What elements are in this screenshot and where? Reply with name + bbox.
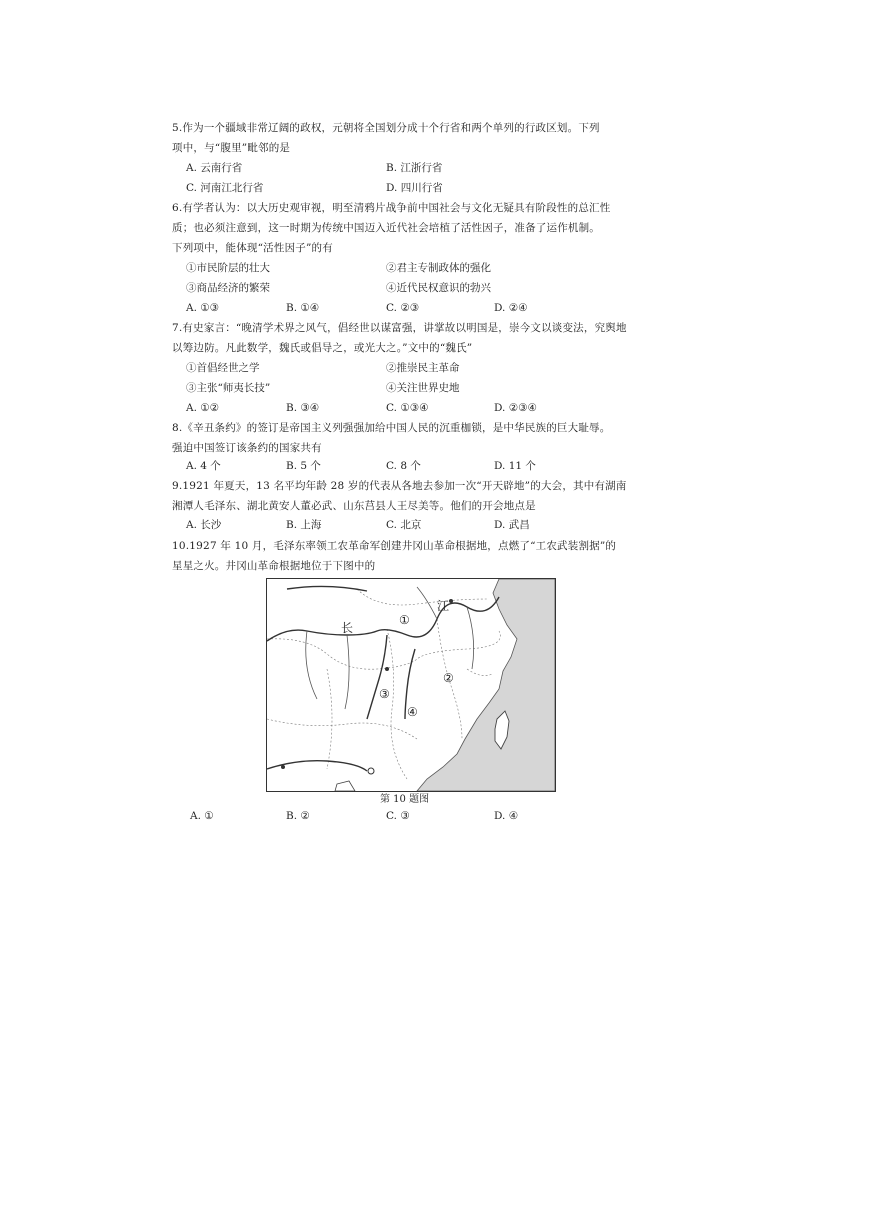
map-caption: 第 10 题图 bbox=[380, 794, 430, 805]
item-1: ①首倡经世之学 bbox=[186, 362, 260, 374]
item-4: ④关注世界史地 bbox=[386, 382, 460, 394]
option-d: D. 武昌 bbox=[494, 519, 530, 531]
map-marker-3: ③ bbox=[379, 687, 390, 701]
question-10-stem bbox=[172, 536, 672, 576]
map-marker-1: ① bbox=[399, 613, 410, 627]
option-b: B. 江浙行省 bbox=[386, 162, 443, 174]
option-c: C. ②③ bbox=[386, 302, 420, 314]
item-3: ③主张“师夷长技” bbox=[186, 382, 271, 394]
stem-line: 7.有史家言：“晚清学术界之风气，倡经世以谋富强，讲掌故以明国是，崇今文以谈变法，究舆地 bbox=[172, 322, 627, 334]
map-figure bbox=[266, 578, 556, 792]
location-dot bbox=[281, 765, 285, 769]
stem-line: 9.1921 年夏天，13 名平均年龄 28 岁的代表从各地去参加一次“开天辟地”的大会，其中有湖南 bbox=[172, 480, 627, 492]
option-a: A. 4 个 bbox=[186, 460, 221, 472]
question-5-stem bbox=[172, 118, 672, 158]
stem-line: 5.作为一个疆域非常辽阔的政权，元朝将全国划分成十个行省和两个单列的行政区划。下列 bbox=[172, 122, 600, 134]
option-c: C. 河南江北行省 bbox=[186, 182, 264, 194]
option-c: C. 北京 bbox=[386, 519, 422, 531]
item-4: ④近代民权意识的勃兴 bbox=[386, 282, 491, 294]
location-dot bbox=[449, 599, 453, 603]
option-a: A. 云南行省 bbox=[186, 162, 243, 174]
option-a: A. ①③ bbox=[186, 302, 220, 314]
option-d: D. ②③④ bbox=[494, 402, 537, 414]
option-d: D. ④ bbox=[494, 810, 519, 822]
question-5-options bbox=[186, 158, 656, 198]
location-dot bbox=[368, 768, 374, 774]
item-1: ①市民阶层的壮大 bbox=[186, 262, 270, 274]
question-9-options bbox=[186, 515, 656, 535]
question-9-stem bbox=[172, 476, 672, 516]
china-southeast-map bbox=[267, 579, 555, 791]
option-b: B. ② bbox=[286, 810, 310, 822]
item-3: ③商品经济的繁荣 bbox=[186, 282, 270, 294]
stem-line: 星星之火。井冈山革命根据地位于下图中的 bbox=[172, 560, 376, 572]
option-a: A. 长沙 bbox=[186, 519, 222, 531]
map-marker-2: ② bbox=[443, 671, 454, 685]
stem-line: 10.1927 年 10 月，毛泽东率领工农革命军创建井冈山革命根据地，点燃了“工农武装割据”的 bbox=[172, 540, 617, 552]
option-c: C. ①③④ bbox=[386, 402, 429, 414]
option-a: A. ① bbox=[190, 810, 214, 822]
stem-line: 8.《辛丑条约》的签订是帝国主义列强强加给中国人民的沉重枷锁，是中华民族的巨大耻辱。 bbox=[172, 422, 611, 434]
question-8-stem bbox=[172, 418, 672, 458]
stem-line: 项中，与“腹里”毗邻的是 bbox=[172, 142, 291, 154]
stem-line: 以筹边防。凡此数学，魏氏或倡导之，或光大之。”文中的“魏氏” bbox=[172, 342, 473, 354]
option-a: A. ①② bbox=[186, 402, 220, 414]
stem-line: 强迫中国签订该条约的国家共有 bbox=[172, 442, 322, 454]
question-7-items bbox=[186, 358, 656, 418]
option-b: B. 5 个 bbox=[286, 460, 321, 472]
location-dot bbox=[385, 667, 389, 671]
option-d: D. 四川行省 bbox=[386, 182, 443, 194]
river-label-jiang: 江 bbox=[437, 599, 450, 613]
stem-line: 6.有学者认为：以大历史观审视，明至清鸦片战争前中国社会与文化无疑具有阶段性的总汇性 bbox=[172, 202, 611, 214]
option-c: C. ③ bbox=[386, 810, 410, 822]
item-2: ②推崇民主革命 bbox=[386, 362, 460, 374]
stem-line: 下列项中，能体现“活性因子”的有 bbox=[172, 242, 333, 254]
option-d: D. ②④ bbox=[494, 302, 528, 314]
question-6-items bbox=[186, 258, 656, 318]
question-10-options bbox=[190, 806, 660, 826]
stem-line: 湘潭人毛泽东、湖北黄安人董必武、山东莒县人王尽美等。他们的开会地点是 bbox=[172, 500, 536, 512]
item-2: ②君主专制政体的强化 bbox=[386, 262, 491, 274]
hainan-island bbox=[335, 781, 355, 791]
option-c: C. 8 个 bbox=[386, 460, 421, 472]
option-b: B. 上海 bbox=[286, 519, 322, 531]
option-b: B. ①④ bbox=[286, 302, 320, 314]
question-6-stem bbox=[172, 198, 672, 258]
option-d: D. 11 个 bbox=[494, 460, 536, 472]
stem-line: 质；也必须注意到，这一时期为传统中国迈入近代社会培植了活性因子，准备了运作机制。 bbox=[172, 222, 600, 234]
question-7-stem bbox=[172, 318, 672, 358]
question-8-options bbox=[186, 456, 656, 476]
map-marker-4: ④ bbox=[407, 705, 418, 719]
river-label-chang: 长 bbox=[341, 621, 354, 635]
option-b: B. ③④ bbox=[286, 402, 320, 414]
